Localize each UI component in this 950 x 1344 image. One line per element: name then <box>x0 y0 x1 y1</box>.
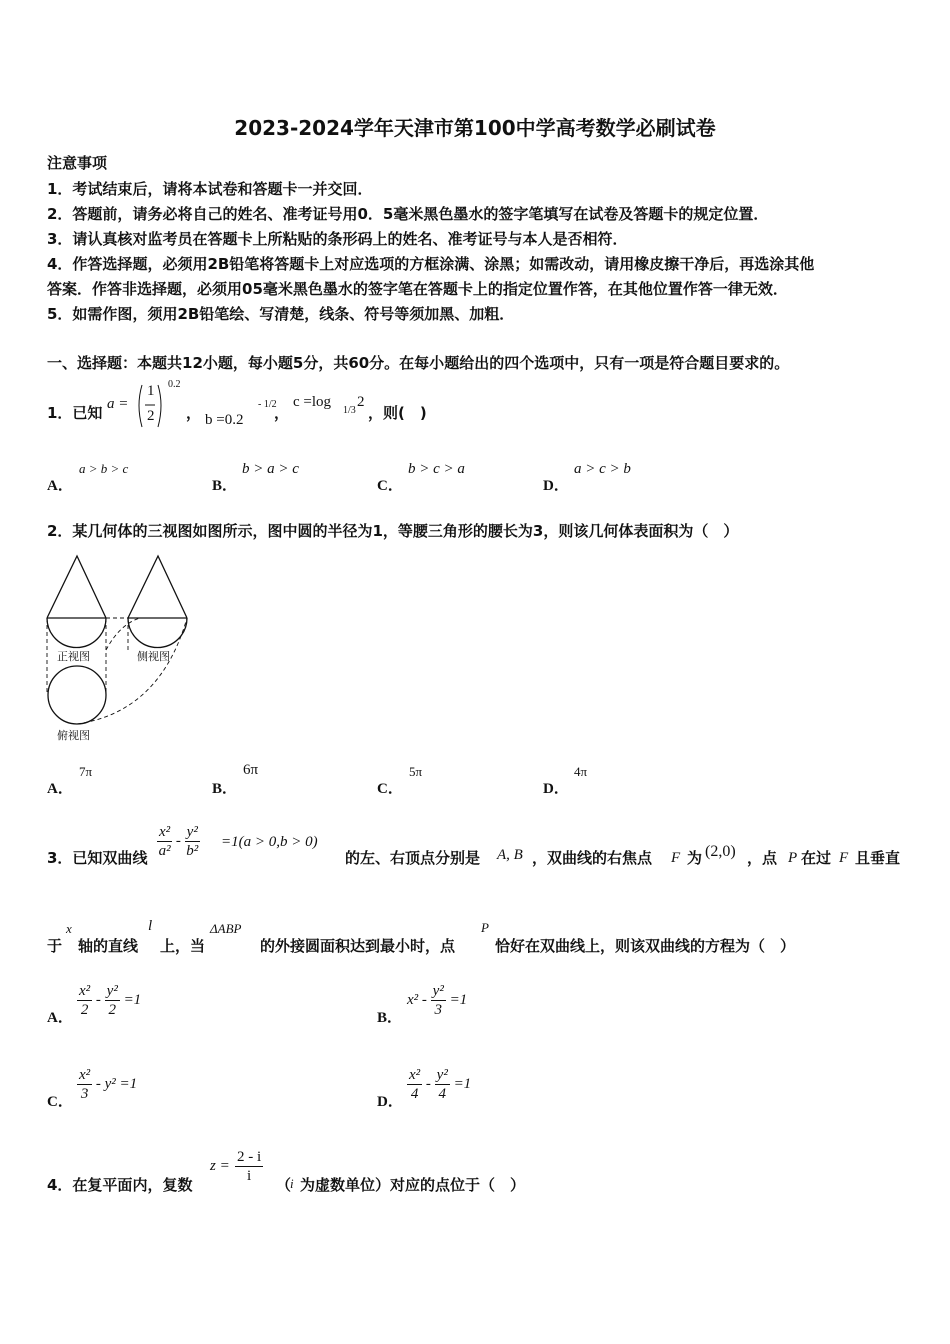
three-view-figure <box>40 552 200 747</box>
q3-prefix: 3．已知双曲线 <box>47 849 148 867</box>
q4-suffix: 为虚数单位）对应的点位于（ ） <box>300 1176 526 1194</box>
q3-line2-a: 于 <box>47 937 63 955</box>
q1-prefix: 1．已知 <box>47 404 103 422</box>
q4-fraction: $\frac{2 - i}{i}$ <box>237 1149 262 1184</box>
q1-option-a[interactable]: a > b > c <box>79 461 129 476</box>
q1-a-den: 2 <box>147 408 155 424</box>
q3-x: x <box>66 921 72 936</box>
q3-line2-b: 轴的直线 <box>78 937 139 955</box>
section-heading: 一、选择题：本题共12小题，每小题5分，共60分。在每小题给出的四个选项中，只有一项是符合题目要求的。 <box>47 354 790 372</box>
q3-F: F <box>671 850 681 866</box>
q3-AB: A, B <box>497 847 523 863</box>
q1-a-num: 1 <box>147 383 155 399</box>
q1-comma1: ， <box>186 404 202 422</box>
notice-item-4: 4．作答选择题，必须用2B铅笔将答题卡上对应选项的方框涂满、涂黑；如需改动，请用橡皮擦干净后，再选涂其他 <box>47 255 815 273</box>
q1-option-d[interactable]: a > c > b <box>574 461 631 477</box>
q3-F-coord: (2,0) <box>705 843 736 860</box>
q3-mid3: 为 <box>687 849 703 867</box>
q1-a-expr <box>134 381 194 431</box>
q3-mid1: 的左、右顶点分别是 <box>345 849 481 867</box>
q3-option-c[interactable]: $\frac{\text{x²}}{3}$ - y² =1 <box>79 1067 138 1102</box>
q3-mid6: 且垂直 <box>855 849 901 867</box>
q1-option-b-label[interactable]: B． <box>212 478 238 494</box>
q2-option-d-label[interactable]: D． <box>543 781 569 797</box>
q3-option-d-label[interactable]: D． <box>377 1094 403 1110</box>
q3-F2: F <box>839 850 849 866</box>
q3-l: l <box>148 918 153 934</box>
q1-a-exp: 0.2 <box>168 379 181 390</box>
q2-option-c[interactable]: 5π <box>409 764 423 779</box>
notice-heading: 注意事项 <box>47 154 108 172</box>
q3-mid4: ，点 <box>747 849 778 867</box>
q3-line2-e: 恰好在双曲线上，则该双曲线的方程为（ ） <box>495 937 796 955</box>
q1-c-base: 1/3 <box>343 405 356 416</box>
q3-mid5: 在过 <box>801 849 832 867</box>
q4-i: i <box>290 1176 294 1191</box>
q3-eq-rest: =1(a > 0,b > 0) <box>221 834 318 850</box>
q3-option-d[interactable]: $\frac{\text{x²}}{4}$ - $\frac{\text{y²}}{4}$ =1 <box>409 1067 472 1102</box>
q1-b-exp: - 1/2 <box>258 399 277 410</box>
q1-option-c-label[interactable]: C． <box>377 478 403 494</box>
q3-option-b-label[interactable]: B． <box>377 1010 403 1026</box>
q1-option-c[interactable]: b > c > a <box>408 461 465 477</box>
notice-item-4-cont: 答案．作答非选择题，必须用05毫米黑色墨水的签字笔在答题卡上的指定位置作答，在其他位置作答一律无效． <box>47 280 788 298</box>
q3-eq-lhs: $\frac{\text{x²}}{\text{a²}}$ - $\frac{\text{y²}}{\text{b²}}$ <box>158 824 199 859</box>
q1-c: c =log <box>293 394 332 410</box>
q2-option-c-label[interactable]: C． <box>377 781 403 797</box>
q1-a-lhs: a = <box>107 396 129 412</box>
q3-P2: P <box>481 920 489 935</box>
q3-option-a[interactable]: $\frac{\text{x²}}{2}$ - $\frac{\text{y²}}{2}$ =1 <box>79 983 142 1018</box>
notice-item-5: 5．如需作图，须用2B铅笔绘、写清楚，线条、符号等须加黑、加粗． <box>47 305 515 323</box>
front-view-label: 正视图 <box>57 650 90 663</box>
q3-mid2: ，双曲线的右焦点 <box>532 849 653 867</box>
q2-option-d[interactable]: 4π <box>574 764 588 779</box>
q1-option-b[interactable]: b > a > c <box>242 461 299 477</box>
q3-option-b[interactable]: x² - $\frac{\text{y²}}{3}$ =1 <box>407 983 468 1018</box>
q1-option-a-label[interactable]: A． <box>47 478 73 494</box>
q2-question: 2．某几何体的三视图如图所示，图中圆的半径为1，等腰三角形的腰长为3，则该几何体表面积为（ ） <box>47 522 739 540</box>
q2-option-b-label[interactable]: B． <box>212 781 238 797</box>
q4-open: （ <box>276 1176 292 1194</box>
q4-z: z = <box>210 1158 230 1174</box>
notice-item-3: 3．请认真核对监考员在答题卡上所粘贴的条形码上的姓名、准考证号与本人是否相符． <box>47 230 628 248</box>
q3-triangle: ΔABP <box>210 921 242 936</box>
q1-comma2: ， <box>274 404 290 422</box>
q3-option-a-label[interactable]: A． <box>47 1010 73 1026</box>
q2-option-a-label[interactable]: A． <box>47 781 73 797</box>
q1-suffix: ，则( ) <box>368 404 427 422</box>
q4-prefix: 4．在复平面内，复数 <box>47 1176 193 1194</box>
q1-b: b =0.2 <box>205 412 244 428</box>
q1-option-d-label[interactable]: D． <box>543 478 569 494</box>
q1-c-arg: 2 <box>357 394 365 410</box>
notice-item-2: 2．答题前，请务必将自己的姓名、准考证号用0．5毫米黑色墨水的签字笔填写在试卷及答题卡的规定位置． <box>47 205 769 223</box>
q3-line2-c: 上，当 <box>160 937 206 955</box>
page-title: 2023-2024学年天津市第100中学高考数学必刷试卷 <box>234 116 716 140</box>
q2-option-b[interactable]: 6π <box>243 762 259 778</box>
side-view-label: 侧视图 <box>137 650 170 663</box>
notice-item-1: 1．考试结束后，请将本试卷和答题卡一并交回． <box>47 180 373 198</box>
q3-option-c-label[interactable]: C． <box>47 1094 73 1110</box>
q2-option-a[interactable]: 7π <box>79 764 93 779</box>
q3-line2-d: 的外接圆面积达到最小时，点 <box>260 937 456 955</box>
top-view-label: 俯视图 <box>57 729 90 742</box>
q3-P: P <box>788 850 798 866</box>
